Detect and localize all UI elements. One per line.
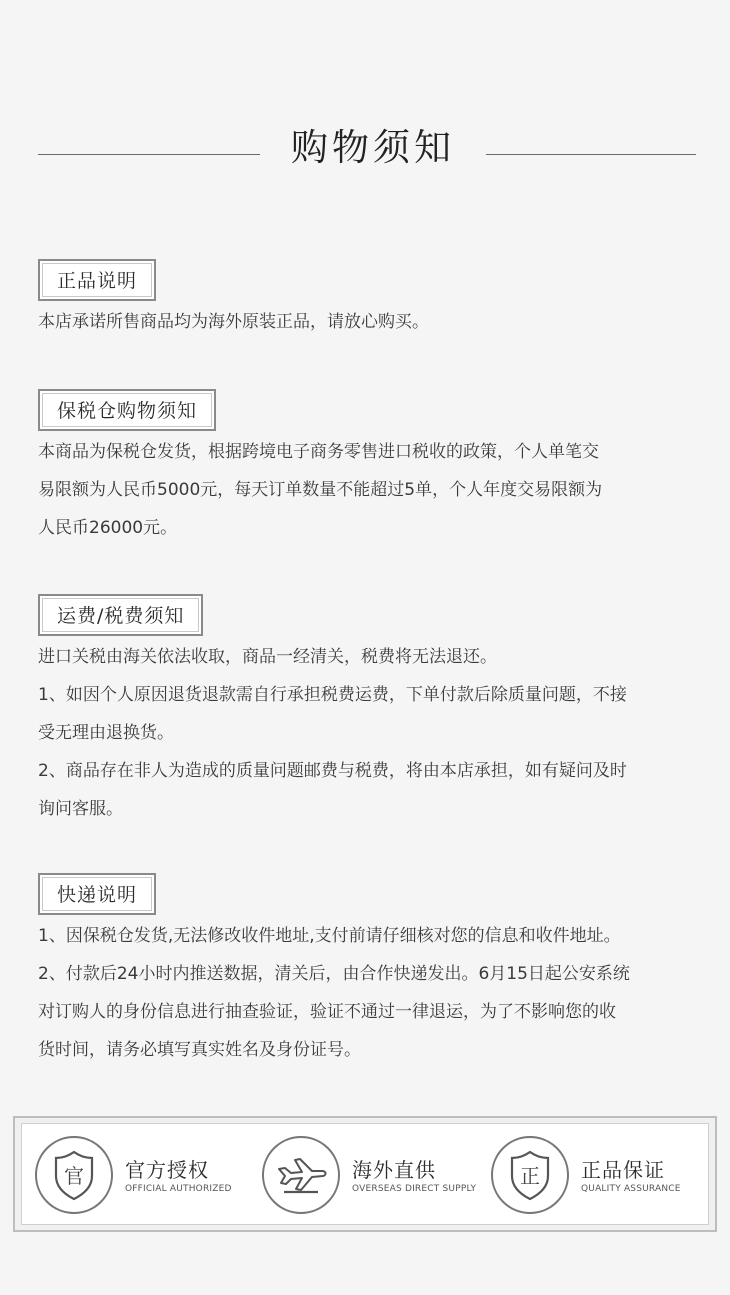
badge-subtitle: OFFICIAL AUTHORIZED bbox=[125, 1184, 232, 1194]
shield-zheng-icon bbox=[491, 1136, 569, 1214]
section-heading: 运费/税费须知 bbox=[42, 598, 199, 632]
section-heading: 保税仓购物须知 bbox=[42, 393, 212, 427]
airplane-icon bbox=[262, 1136, 340, 1214]
section-heading: 正品说明 bbox=[42, 263, 152, 297]
badge-title: 海外直供 bbox=[352, 1158, 436, 1182]
svg-text:官: 官 bbox=[64, 1164, 84, 1188]
section-paragraph: 对订购人的身份信息进行抽查验证，验证不通过一律退运，为了不影响您的收 bbox=[38, 1002, 616, 1022]
badge-subtitle: OVERSEAS DIRECT SUPPLY bbox=[352, 1184, 477, 1194]
section-heading: 快递说明 bbox=[42, 877, 152, 911]
section-paragraph: 本商品为保税仓发货，根据跨境电子商务零售进口税收的政策，个人单笔交 bbox=[38, 442, 599, 462]
badge-title: 官方授权 bbox=[125, 1158, 209, 1182]
section-paragraph: 1、因保税仓发货,无法修改收件地址,支付前请仔细核对您的信息和收件地址。 bbox=[38, 926, 621, 946]
section-heading-box bbox=[38, 873, 156, 915]
section-paragraph: 人民币26000元。 bbox=[38, 518, 178, 538]
section-shipping-tax bbox=[38, 594, 710, 828]
section-paragraph: 进口关税由海关依法收取，商品一经清关，税费将无法退还。 bbox=[38, 647, 497, 667]
section-heading-box bbox=[38, 259, 156, 301]
section-paragraph: 货时间，请务必填写真实姓名及身份证号。 bbox=[38, 1040, 361, 1060]
section-paragraph: 2、付款后24小时内推送数据，清关后，由合作快递发出。6月15日起公安系统 bbox=[38, 964, 630, 984]
section-delivery bbox=[38, 873, 710, 1069]
page-title: 购物须知 bbox=[291, 126, 455, 169]
title-divider-right bbox=[486, 154, 696, 155]
section-paragraph: 1、如因个人原因退货退款需自行承担税费运费，下单付款后除质量问题，不接 bbox=[38, 685, 627, 705]
section-heading-box bbox=[38, 389, 216, 431]
guarantee-banner bbox=[13, 1116, 717, 1232]
guarantee-banner-inner bbox=[21, 1123, 709, 1225]
section-paragraph: 易限额为人民币5000元，每天订单数量不能超过5单，个人年度交易限额为 bbox=[38, 480, 603, 500]
badge-subtitle: QUALITY ASSURANCE bbox=[581, 1184, 681, 1194]
svg-text:正: 正 bbox=[520, 1164, 540, 1188]
section-paragraph: 2、商品存在非人为造成的质量问题邮费与税费，将由本店承担，如有疑问及时 bbox=[38, 761, 627, 781]
section-paragraph: 本店承诺所售商品均为海外原装正品，请放心购买。 bbox=[38, 312, 429, 332]
title-divider-left bbox=[38, 154, 260, 155]
shield-guan-icon bbox=[35, 1136, 113, 1214]
section-paragraph: 受无理由退换货。 bbox=[38, 723, 174, 743]
section-bonded-warehouse bbox=[38, 389, 710, 547]
section-paragraph: 询问客服。 bbox=[38, 799, 123, 819]
badge-title: 正品保证 bbox=[581, 1158, 665, 1182]
section-heading-box bbox=[38, 594, 203, 636]
page-title-row bbox=[0, 120, 730, 180]
section-authentic bbox=[38, 259, 710, 341]
